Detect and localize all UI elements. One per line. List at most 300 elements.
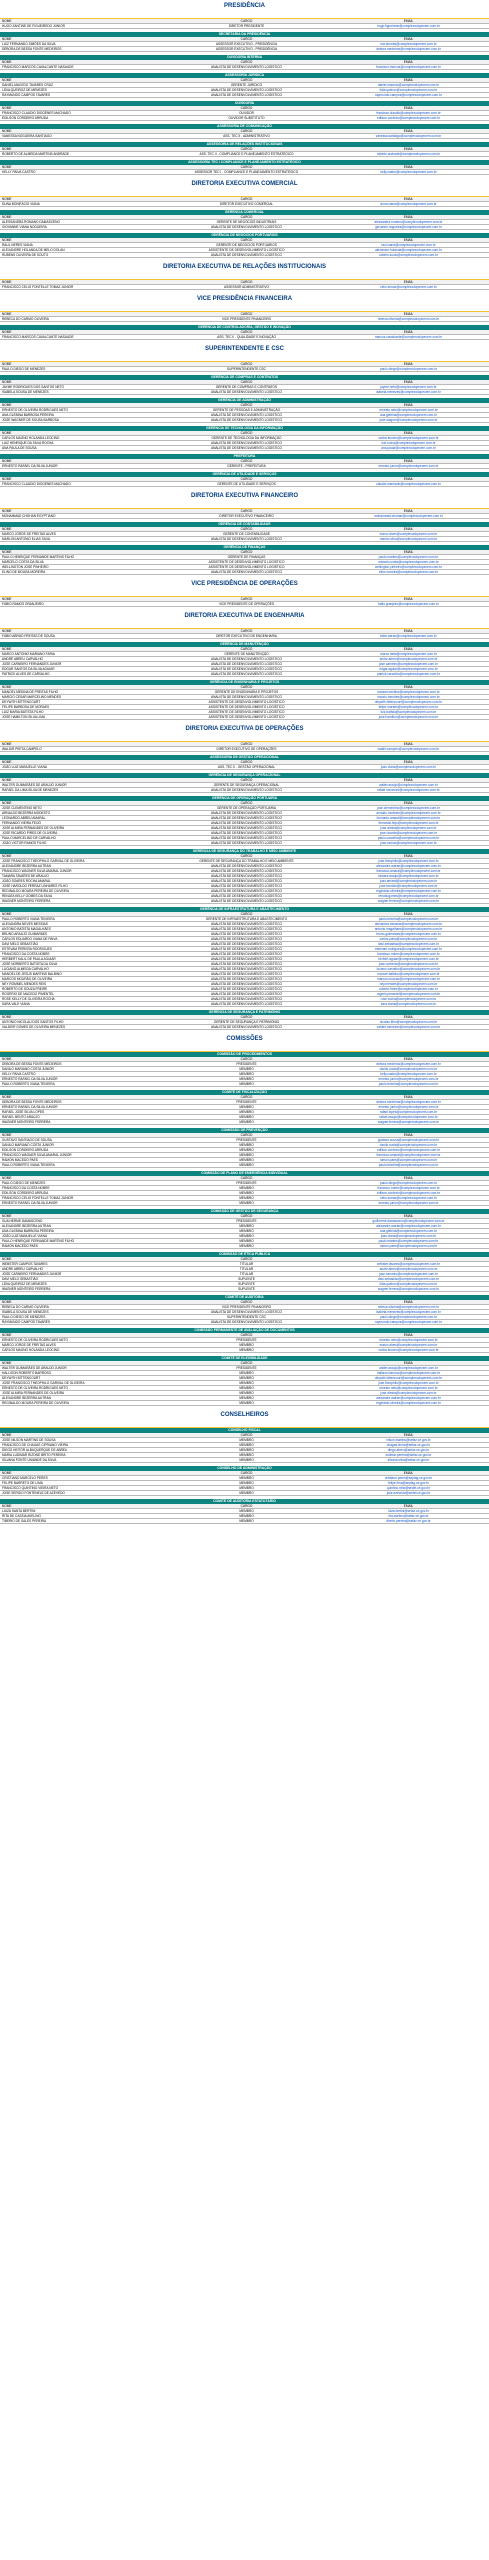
email-link[interactable]: ernesto.junior@complexodopecem.com.br	[378, 464, 439, 468]
column-header-role: CARGO	[240, 1471, 253, 1475]
email-link[interactable]: fabio.granjeiro@complexodopecem.com.br	[378, 602, 439, 606]
email-link[interactable]: patrick.carvalho@complexodopecem.com.br	[377, 672, 440, 676]
email-link[interactable]: davi.sebastiao@complexodopecem.com.br	[378, 942, 439, 946]
column-header-name: NOME	[2, 1433, 12, 1437]
person-name: WAGNER MONTEIRO FERRERA	[2, 899, 51, 903]
column-header-role: CARGO	[240, 1333, 253, 1337]
column-header-email: EMAIL	[403, 647, 414, 651]
email-link[interactable]: marcos.mourao@complexodopecem.com.br	[377, 977, 440, 981]
person-role: ANALISTA DE DESENVOLVIMENTO LOGÍSTICO	[210, 88, 283, 92]
email-link[interactable]: francisco.marcos@complexodopecem.com.br	[376, 65, 441, 69]
person-role: MEMBRO	[239, 1082, 254, 1086]
person-role: DIRETOR EXECUTIVO DE OPERAÇÕES	[216, 747, 277, 751]
group-band: PREFEITURA	[0, 454, 489, 459]
person-role: ANALISTA DE DESENVOLVIMENTO LOGÍSTICO	[210, 418, 283, 422]
person-name: ROBERTO DE SOUZA FREIRE	[2, 987, 48, 991]
person-name: ERNESTO DE OLIVEIRA RODRIGUES NETO	[2, 1338, 68, 1342]
person-name: ANDRÉ ABREU CARVALHO	[2, 657, 43, 661]
column-header-role: CARGO	[240, 760, 253, 764]
email-link[interactable]: ney.mendes@complexodopecem.com.br	[379, 982, 438, 986]
email-link[interactable]: jose.wagner@complexodopecem.com.br	[379, 418, 438, 422]
email-link[interactable]: vanessa.santiago@complexodopecem.com.br	[375, 134, 442, 138]
person-name: FRANCISCO WAGNER SILVA AMARAL JÚNIOR	[2, 1153, 72, 1157]
column-header-role: CARGO	[240, 280, 253, 284]
email-link[interactable]: kelly.castro@complexodopecem.com.br	[380, 170, 437, 174]
email-link[interactable]: reginaldo.oliveira@complexodopecem.com.br	[376, 1401, 441, 1405]
email-link[interactable]: alessandra.romano@complexodopecem.com.br	[374, 220, 443, 224]
column-header-email: EMAIL	[403, 1504, 414, 1508]
person-name: DAVI MELO SEBASTIÃO	[2, 1277, 39, 1281]
person-name: EDILSON CORDEIRO ARRUDA	[2, 116, 49, 120]
person-name: FRANCISCO CELIO FONTELLE TOMAZ JUNIOR	[2, 285, 74, 289]
person-name: ANTONIO NICOLAU DOS SANTOS FILHO	[2, 1020, 64, 1024]
email-link[interactable]: paulo.teixeira@complexodopecem.com.br	[378, 1082, 439, 1086]
person-role: OUVIDOR	[239, 111, 254, 115]
person-role: ANALISTA DE DESENVOLVIMENTO LOGÍSTICO	[210, 977, 283, 981]
person-name: ROBERTO DE ALMEIDA MARTINS ANDRADE	[2, 152, 69, 156]
person-name: FRANCISCO WAGNER SILVA AMARAL JÚNIOR	[2, 869, 72, 873]
email-link[interactable]: rebeca.oliveira@complexodopecem.com.br	[377, 317, 440, 321]
email-link[interactable]: joao.ramos@complexodopecem.com.br	[380, 841, 437, 845]
email-link[interactable]: alexandra.messias@complexodopecem.com.br	[374, 922, 443, 926]
email-link[interactable]: wagner.ferrera@complexodopecem.com.br	[377, 1120, 440, 1124]
email-link[interactable]: debora.medeiros@complexodopecem.com.br	[376, 1100, 441, 1104]
person-role: ANALISTA DE DESENVOLVIMENTO LOGÍSTICO	[210, 874, 283, 878]
email-link[interactable]: fabio.abrao@complexodopecem.com.br	[380, 634, 437, 638]
person-role: PRESIDENTE	[236, 1100, 257, 1104]
email-link[interactable]: marlon.silva@complexodopecem.com.br	[379, 537, 438, 541]
email-link[interactable]: francisco.amaral@complexodopecem.com.br	[376, 1153, 441, 1157]
email-link[interactable]: gustavo.sousa@complexodopecem.com.br	[377, 1138, 440, 1142]
email-link[interactable]: chagas.vieira@sefaz.ce.gov.br	[386, 1443, 431, 1447]
email-link[interactable]: jose.azevedo@sedet.ce.gov.br	[386, 1491, 431, 1495]
email-link[interactable]: raul.viana@complexodopecem.com.br	[381, 243, 436, 247]
email-link[interactable]: estevam.rodrigues@complexodopecem.com.br	[375, 947, 442, 951]
person-role: MEMBRO	[239, 1386, 254, 1390]
column-header-name: NOME	[2, 477, 12, 481]
email-link[interactable]: carlos.leocino@complexodopecem.com.br	[378, 1348, 439, 1352]
email-link[interactable]: guilherme.damasceno@complexodopecem.com.br	[372, 1219, 445, 1223]
email-link[interactable]: fernando.feijo@complexodopecem.com.br	[378, 821, 439, 825]
email-link[interactable]: andre.abreu@complexodopecem.com.br	[379, 657, 438, 661]
person-name: CRISTIANO MARCELO PERES	[2, 1476, 48, 1480]
email-link[interactable]: valdeir.menezes@complexodopecem.com.br	[376, 1025, 441, 1029]
email-link[interactable]: joao.amaral@complexodopecem.com.br	[379, 879, 438, 883]
email-link[interactable]: wagner.ferrera@complexodopecem.com.br	[377, 1287, 440, 1291]
column-header-email: EMAIL	[403, 1471, 414, 1475]
email-link[interactable]: manoel.medina@complexodopecem.com.br	[377, 690, 440, 694]
column-header-role: CARGO	[240, 742, 253, 746]
email-link[interactable]: rubens.souto@complexodopecem.com.br	[378, 253, 439, 257]
email-link[interactable]: jose.norberto@complexodopecem.com.br	[378, 962, 439, 966]
column-header-role: CARGO	[240, 1361, 253, 1365]
column-header-name: NOME	[2, 1471, 12, 1475]
person-name: JOÃO LUIZ MANUELLE VIANA	[2, 1234, 47, 1238]
person-role: ASSISTENTE DE DESENVOLVIMENTO LOGÍSTICO	[208, 700, 285, 704]
email-link[interactable]: luiz.batista@complexodopecem.com.br	[380, 710, 437, 714]
email-link[interactable]: diego.abreu@sefaz.ce.gov.br	[387, 1448, 430, 1452]
column-header-name: NOME	[2, 742, 12, 746]
section-title: COMISSÕES	[0, 1033, 489, 1045]
email-link[interactable]: nilson.martins@sefaz.ce.gov.br	[386, 1438, 431, 1442]
email-link[interactable]: francisco.amaral@complexodopecem.com.br	[376, 869, 441, 873]
email-link[interactable]: marco.faria@complexodopecem.com.br	[380, 652, 437, 656]
email-link[interactable]: edgar.aguiar@complexodopecem.com.br	[379, 667, 438, 671]
person-role: ANALISTA DE DESENVOLVIMENTO LOGÍSTICO	[210, 1320, 283, 1324]
person-name: TIBERIO DE SALES PEREIRA	[2, 1519, 47, 1523]
person-name: MARCO JORGE DE FREITAS ALVES	[2, 532, 56, 536]
group-band: GERÊNCIA DE TECNOLOGIA DA INFORMAÇÃO	[0, 426, 489, 431]
person-name: PATRICK ALVES DE CARVALHO	[2, 672, 50, 676]
column-header-name: NOME	[2, 78, 12, 82]
email-link[interactable]: rogerio.pimentel@complexodopecem.com.br	[376, 992, 441, 996]
email-link[interactable]: raymundo.campos@complexodopecem.com.br	[375, 1320, 442, 1324]
email-link[interactable]: marcelo.costa@complexodopecem.com.br	[378, 560, 439, 564]
column-header-email: EMAIL	[403, 459, 414, 463]
person-name: RAYMUNDO CAMPOS TAVARES	[2, 93, 51, 97]
email-link[interactable]: rafael.menezes@complexodopecem.com.br	[377, 788, 440, 792]
email-link[interactable]: raymundo.campos@complexodopecem.com.br	[375, 93, 442, 97]
email-link[interactable]: ernesto.junior@complexodopecem.com.br	[378, 1105, 439, 1109]
email-link[interactable]: celio.tomaz@complexodopecem.com.br	[380, 1196, 437, 1200]
person-name: ERNESTO RAFAEL DA SILVA JUNIOR	[2, 464, 58, 468]
column-header-name: NOME	[2, 1504, 12, 1508]
email-link[interactable]: jose.almira@complexodopecem.com.br	[380, 826, 437, 830]
email-link[interactable]: isabela.menezes@complexodopecem.com.br	[376, 390, 441, 394]
person-role: MEMBRO	[239, 1110, 254, 1114]
email-link[interactable]: walter.araujo@complexodopecem.com.br	[379, 1366, 438, 1370]
email-link[interactable]: debora.medeiros@complexodopecem.com.br	[376, 47, 441, 51]
email-link[interactable]: elino.moreira@complexodopecem.com.br	[378, 570, 439, 574]
email-link[interactable]: andre.abreu@complexodopecem.com.br	[379, 1267, 438, 1271]
email-link[interactable]: paulo.carvalho@complexodopecem.com.br	[377, 836, 440, 840]
email-link[interactable]: edilson.cordeiro@complexodopecem.com.br	[376, 116, 441, 120]
email-link[interactable]: alexandre.holanda@complexodopecem.com.br	[375, 248, 442, 252]
person-name: RAYMUNDO CAMPOS TAVARES	[2, 1320, 51, 1324]
email-link[interactable]: luiza.bertini@sefaz.ce.gov.br	[388, 1509, 429, 1513]
email-link[interactable]: renata.gomes@complexodopecem.com.br	[378, 894, 439, 898]
section-title: VICE PRESIDÊNCIA DE OPERAÇÕES	[0, 578, 489, 590]
email-link[interactable]: wagner.ferrera@complexodopecem.com.br	[377, 899, 440, 903]
person-name: GUILHERME DAMASCENO	[2, 1219, 43, 1223]
email-link[interactable]: ernesto.junior@complexodopecem.com.br	[378, 1077, 439, 1081]
column-header-role: CARGO	[240, 147, 253, 151]
section-title: DIRETORIA EXECUTIVA DE OPERAÇÕES	[0, 723, 489, 735]
column-header-email: EMAIL	[403, 597, 414, 601]
email-link[interactable]: rose.rocha@complexodopecem.com.br	[380, 997, 437, 1001]
email-link[interactable]: jose.hamilton@complexodopecem.com.br	[378, 715, 439, 719]
email-link[interactable]: jose.almira@complexodopecem.com.br	[380, 1391, 437, 1395]
email-link[interactable]: ramon.paes@complexodopecem.com.br	[379, 1244, 438, 1248]
person-role: DIRETOR EXECUTIVO FINANCEIRO	[219, 514, 274, 518]
person-name: TAMARA TAVARES DE ARAÚJO	[2, 874, 49, 878]
person-role: GERENTE - PREFEITURA	[227, 464, 266, 468]
email-link[interactable]: hallison.barroso@complexodopecem.com.br	[376, 1371, 441, 1375]
person-role: MEMBRO	[239, 1163, 254, 1167]
email-link[interactable]: celio.tomaz@complexodopecem.com.br	[380, 285, 437, 289]
email-link[interactable]: paulo.martins@complexodopecem.com.br	[378, 555, 439, 559]
group-band: COMITÊ DE AUDITORIA	[0, 1295, 489, 1300]
column-header-email: EMAIL	[403, 1257, 414, 1261]
email-link[interactable]: paulo.diego@complexodopecem.com.br	[379, 367, 438, 371]
column-header-email: EMAIL	[403, 1176, 414, 1180]
column-header-role: CARGO	[240, 685, 253, 689]
email-link[interactable]: ernesto.junior@complexodopecem.com.br	[378, 1201, 439, 1205]
email-link[interactable]: rita.avelino@sefaz.ce.gov.br	[388, 1514, 429, 1518]
email-link[interactable]: waldir.campelo@complexodopecem.com.br	[377, 747, 440, 751]
person-name: VALDEIR GOMES DE OLIVEIRA MENEZES	[2, 1025, 66, 1029]
email-link[interactable]: reginaldo.oliveira@complexodopecem.com.br	[376, 889, 441, 893]
section-divider	[0, 12, 489, 19]
group-band: COMITÊ DE FISCALIZAÇÃO	[0, 1090, 489, 1095]
person-name: LUIZ FERNANDO SIMÕES DA SILVA	[2, 42, 56, 46]
person-name: RUBENS OLIVEIRA DE SOUTO	[2, 253, 49, 257]
email-link[interactable]: ludimar.pereira@sefaz.ce.gov.br	[385, 1453, 432, 1457]
email-link[interactable]: jose.haroldo@complexodopecem.com.br	[379, 884, 438, 888]
column-header-name: NOME	[2, 1057, 12, 1061]
email-link[interactable]: marco.alves@complexodopecem.com.br	[379, 532, 438, 536]
email-link[interactable]: claudio.machado@complexodopecem.com.br	[376, 482, 441, 486]
email-link[interactable]: davi.sebastiao@complexodopecem.com.br	[378, 1277, 439, 1281]
email-link[interactable]: paulo.martins@complexodopecem.com.br	[378, 1239, 439, 1243]
email-link[interactable]: carlos.paiva@complexodopecem.com.br	[379, 937, 438, 941]
email-link[interactable]: paulo.teixeira@complexodopecem.com.br	[378, 917, 439, 921]
person-role: ANALISTA DE DESENVOLVIMENTO LOGÍSTICO	[210, 932, 283, 936]
email-link[interactable]: alexandre.autran@complexodopecem.com.br	[376, 1224, 441, 1228]
email-link[interactable]: webster.tavares@complexodopecem.com.br	[377, 1262, 440, 1266]
column-header-email: EMAIL	[403, 330, 414, 334]
column-header-name: NOME	[2, 1015, 12, 1019]
email-link[interactable]: arnaldo.modesto@complexodopecem.com.br	[376, 811, 441, 815]
person-name: FÁBIO RAMOS GRANJEIRO	[2, 602, 44, 606]
person-role: PRESIDENTE	[236, 1062, 257, 1066]
person-name: WALTER GUIMARÃES DE ARAÚJO JUNIOR	[2, 783, 67, 787]
group-band: GERÊNCIA DE ADMINISTRAÇÃO	[0, 398, 489, 403]
column-header-role: CARGO	[240, 403, 253, 407]
column-header-name: NOME	[2, 238, 12, 242]
person-role: ANALISTA DE DESENVOLVIMENTO LOGÍSTICO	[210, 967, 283, 971]
email-link[interactable]: joao.viana@complexodopecem.com.br	[380, 1234, 437, 1238]
email-link[interactable]: ernesto.neto@complexodopecem.com.br	[379, 1338, 438, 1342]
email-link[interactable]: debora.medeiros@complexodopecem.com.br	[376, 1062, 441, 1066]
email-link[interactable]: isabela.menezes@complexodopecem.com.br	[376, 1310, 441, 1314]
email-link[interactable]: ana.glebina@complexodopecem.com.br	[379, 1229, 438, 1233]
person-role: MEMBRO	[239, 1186, 254, 1190]
person-role: ANALISTA DE DESENVOLVIMENTO LOGÍSTICO	[210, 937, 283, 941]
column-header-role: CARGO	[240, 215, 253, 219]
email-link[interactable]: ana.glebina@complexodopecem.com.br	[379, 413, 438, 417]
email-link[interactable]: edilson.cordeiro@complexodopecem.com.br	[376, 1191, 441, 1195]
person-name: DANILO MARIANO COSTA JUNIOR	[2, 1143, 54, 1147]
email-link[interactable]: kelly.castro@complexodopecem.com.br	[380, 1072, 437, 1076]
person-name: JOSÉ CARNEIRO FERNANDES JUNIOR	[2, 662, 62, 666]
email-link[interactable]: ramon.paes@complexodopecem.com.br	[379, 1158, 438, 1162]
person-role: MEMBRO	[239, 1229, 254, 1233]
person-role: MEMBRO	[239, 1201, 254, 1205]
email-link[interactable]: duna.viana@complexodopecem.com.br	[380, 202, 437, 206]
column-header-name: NOME	[2, 129, 12, 133]
column-header-role: CARGO	[240, 1433, 253, 1437]
person-name: JOSÉ ALMIRA FERNANDES DE OLIVEIRA	[2, 826, 65, 830]
column-header-role: CARGO	[240, 1176, 253, 1180]
group-band: ASSESSORIA DE GESTÃO OPERACIONAL	[0, 755, 489, 760]
person-role: SUPLENTE	[238, 1287, 255, 1291]
section-divider	[0, 1045, 489, 1052]
email-link[interactable]: francisco.nobre@complexodopecem.com.br	[377, 952, 440, 956]
column-header-role: CARGO	[240, 1300, 253, 1304]
person-role: ANALISTA DE DESENVOLVIMENTO LOGÍSTICO	[210, 922, 283, 926]
person-role: ASSESSOR TEC I - COMPLIANCE E PLANEJAMENTO ESTRATÉGICO	[194, 170, 299, 174]
email-link[interactable]: herbert.aguiar@complexodopecem.com.br	[378, 957, 439, 961]
email-link[interactable]: francisco.nobre@complexodopecem.com.br	[377, 1186, 440, 1190]
person-role: VICE PRESIDENTE FINANCEIRO	[221, 317, 272, 321]
person-role: ASSISTENTE DE DESENVOLVIMENTO LOGÍSTICO	[208, 710, 285, 714]
person-role: GERENTE DE NEGÓCIOS INDUSTRIAIS	[216, 220, 277, 224]
group-band: GERÊNCIA DE NEGÓCIOS PORTUÁRIOS	[0, 233, 489, 238]
email-link[interactable]: hugo.figueiredo@complexodopecem.com.br	[377, 24, 440, 28]
person-name: ROSE KELLY DE OLIVEIRA ROCHA	[2, 997, 55, 1001]
email-link[interactable]: deywith.bittencourt@complexodopecem.com.br	[374, 1376, 443, 1380]
email-link[interactable]: joao.viana@complexodopecem.com.br	[380, 765, 437, 769]
person-role: ASSESSOR ADMINISTRATIVO	[223, 285, 270, 289]
email-link[interactable]: luiz.rocha@complexodopecem.com.br	[381, 441, 436, 445]
email-link[interactable]: marcio.mendes@complexodopecem.com.br	[377, 695, 440, 699]
email-link[interactable]: paulo.teixeira@complexodopecem.com.br	[378, 1163, 439, 1167]
email-link[interactable]: danilo.costa@complexodopecem.com.br	[379, 1143, 438, 1147]
email-link[interactable]: felipe.moraes@complexodopecem.com.br	[378, 705, 439, 709]
column-header-role: CARGO	[240, 1095, 253, 1099]
email-link[interactable]: ernesto.neto@complexodopecem.com.br	[379, 1386, 438, 1390]
email-link[interactable]: marcos.cavalcante@complexodopecem.com.br	[374, 335, 443, 339]
column-header-name: NOME	[2, 380, 12, 384]
email-link[interactable]: jose.theophilo@complexodopecem.com.br	[378, 1381, 439, 1385]
person-name: JOÃO LUIZ MANUELLE VIANA	[2, 765, 47, 769]
person-role: MEMBRO	[239, 1509, 254, 1513]
person-role: ANALISTA DE DESENVOLVIMENTO LOGÍSTICO	[210, 1002, 283, 1006]
email-link[interactable]: giovanne.nogueira@complexodopecem.com.br	[375, 225, 442, 229]
person-role: ASSESSOR EXECUTIVO - PRESIDÊNCIA	[215, 42, 278, 46]
column-header-email: EMAIL	[403, 280, 414, 284]
column-header-name: NOME	[2, 280, 12, 284]
column-header-email: EMAIL	[403, 685, 414, 689]
email-link[interactable]: ana.paula@complexodopecem.com.br	[381, 446, 436, 450]
person-name: JAYME RODRIGUES DOS SANTOS NETO	[2, 385, 64, 389]
person-role: TITULAR	[239, 1272, 254, 1276]
person-role: GERENTE DE CONTABILIDADE	[222, 532, 271, 536]
email-link[interactable]: lidia.queiroz@complexodopecem.com.br	[379, 88, 438, 92]
email-link[interactable]: roberto.freire@complexodopecem.com.br	[379, 987, 438, 991]
email-link[interactable]: alexandre.autran@complexodopecem.com.br	[376, 864, 441, 868]
person-role: ANALISTA DE DESENVOLVIMENTO LOGÍSTICO	[210, 957, 283, 961]
email-link[interactable]: leonardo.amaral@complexodopecem.com.br	[376, 816, 441, 820]
email-link[interactable]: danilo.costa@complexodopecem.com.br	[379, 1067, 438, 1071]
email-link[interactable]: alexandre.autran@complexodopecem.com.br	[376, 1396, 441, 1400]
email-link[interactable]: edilson.cordeiro@complexodopecem.com.br	[376, 1148, 441, 1152]
person-name: ANTONIO BATISTA MAGALHÃES	[2, 927, 51, 931]
person-role: ASS. TEC II - ADMINISTRATIVO	[223, 134, 270, 138]
person-name: WELLINGTON JOSÉ PINHEIRO	[2, 565, 49, 569]
email-link[interactable]: paulo.diego@complexodopecem.com.br	[379, 1315, 438, 1319]
email-link[interactable]: lidia.queiroz@complexodopecem.com.br	[379, 1282, 438, 1286]
email-link[interactable]: bruno.guimaraes@complexodopecem.com.br	[376, 932, 441, 936]
person-role: ANALISTA DE DESENVOLVIMENTO LOGÍSTICO	[210, 899, 283, 903]
person-role: MEMBRO	[239, 1120, 254, 1124]
email-link[interactable]: nicolau.filho@complexodopecem.com.br	[379, 1020, 438, 1024]
email-link[interactable]: jose.ricardo@complexodopecem.com.br	[379, 831, 438, 835]
email-link[interactable]: jose.theophilo@complexodopecem.com.br	[378, 859, 439, 863]
person-role: MEMBRO	[239, 1224, 254, 1228]
column-header-role: CARGO	[240, 431, 253, 435]
email-link[interactable]: antonio.magalhaes@complexodopecem.com.br	[374, 927, 443, 931]
email-link[interactable]: jose.clementino@complexodopecem.com.br	[377, 806, 440, 810]
email-link[interactable]: deywith.bittencourt@complexodopecem.com.br	[374, 700, 443, 704]
group-band: SECRETARIA DA PRESIDÊNCIA	[0, 32, 489, 37]
email-link[interactable]: rafael.araujo@complexodopecem.com.br	[379, 1115, 438, 1119]
email-link[interactable]: manoel.balbino@complexodopecem.com.br	[377, 972, 440, 976]
email-link[interactable]: carlos.leocino@complexodopecem.com.br	[378, 436, 439, 440]
email-link[interactable]: mohammad.chohan@complexodopecem.com.br	[374, 514, 443, 518]
email-link[interactable]: roberto.andrade@complexodopecem.com.br	[376, 152, 441, 156]
section-title: DIRETORIA EXECUTIVA DE RELAÇÕES INSTITUCIONAIS	[0, 261, 489, 273]
person-name: EDILSON CORDEIRO ARRUDA	[2, 1148, 49, 1152]
column-header-name: NOME	[2, 215, 12, 219]
person-name: JOSÉ HAROLDO FERRAZ LINHARES FILHO	[2, 884, 68, 888]
email-link[interactable]: quintino.neto@sedet.ce.gov.br	[386, 1486, 431, 1490]
person-name: BRUNO ARAÚJO GUIMARÃES	[2, 932, 48, 936]
email-link[interactable]: luciano.carvalho@complexodopecem.com.br	[376, 967, 441, 971]
person-name: RAFAEL JOSÉ SILVA LOPES	[2, 1110, 45, 1114]
email-link[interactable]: daniel.macedo@complexodopecem.com.br	[377, 83, 440, 87]
email-link[interactable]: luiz.simoes@complexodopecem.com.br	[380, 42, 437, 46]
email-link[interactable]: jose.carneiro@complexodopecem.com.br	[379, 1272, 438, 1276]
email-link[interactable]: marco.alves@complexodopecem.com.br	[379, 1343, 438, 1347]
email-link[interactable]: walter.araujo@complexodopecem.com.br	[379, 783, 438, 787]
email-link[interactable]: felipe.lima@seplag.ce.gov.br	[388, 1481, 429, 1485]
email-link[interactable]: jayme.neto@complexodopecem.com.br	[380, 385, 437, 389]
person-role: MEMBRO	[239, 1158, 254, 1162]
column-header-name: NOME	[2, 60, 12, 64]
email-link[interactable]: jose.carneiro@complexodopecem.com.br	[379, 662, 438, 666]
email-link[interactable]: wellington.pinheiro@complexodopecem.com.br	[374, 565, 443, 569]
person-role: ANALISTA DE DESENVOLVIMENTO LOGÍSTICO	[210, 952, 283, 956]
column-header-email: EMAIL	[403, 1300, 414, 1304]
email-link[interactable]: paulo.diego@complexodopecem.com.br	[379, 1181, 438, 1185]
person-name: HUGO ZANTINE DE FIGUEIREDO JÚNIOR	[2, 24, 65, 28]
email-link[interactable]: tiberio.pereira@sefaz.ce.gov.br	[386, 1519, 431, 1523]
email-link[interactable]: cristiano.peres@seplag.ce.gov.br	[384, 1476, 433, 1480]
person-role: ASSISTENTE DE DESENVOLVIMENTO LOGÍSTICO	[208, 248, 285, 252]
person-name: ERNESTO DE OLIVEIRA RODRIGUES NETO	[2, 1386, 68, 1390]
person-role: ANALISTA DE DESENVOLVIMENTO LOGÍSTICO	[210, 836, 283, 840]
person-name: PAULO DIEGO DE MENEZES	[2, 367, 46, 371]
group-band: GERÊNCIA DE SEGURANÇA DO TRABALHO E MEIO AMBIENTE	[0, 849, 489, 854]
email-link[interactable]: silvana.silva@sefaz.ce.gov.br	[387, 1458, 430, 1462]
email-link[interactable]: sara.viana@complexodopecem.com.br	[380, 1002, 437, 1006]
column-header-role: CARGO	[240, 550, 253, 554]
person-role: MEMBRO	[239, 1244, 254, 1248]
section-title: DIRETORIA EXECUTIVA COMERCIAL	[0, 178, 489, 190]
person-role: PRESIDENTE	[236, 1138, 257, 1142]
person-name: ANA GLEBINA BARBOSA PEREIRA	[2, 1229, 54, 1233]
person-role: ANALISTA DE DESENVOLVIMENTO LOGÍSTICO	[210, 225, 283, 229]
person-name: GUSTAVO SANTIAGO DE SOUSA	[2, 1138, 52, 1142]
email-link[interactable]: ernesto.neto@complexodopecem.com.br	[379, 408, 438, 412]
email-link[interactable]: tamara.araujo@complexodopecem.com.br	[378, 874, 439, 878]
email-link[interactable]: francisco.claudio@complexodopecem.com.br	[376, 111, 441, 115]
person-role: MEMBRO	[239, 1067, 254, 1071]
email-link[interactable]: rafael.lopes@complexodopecem.com.br	[379, 1110, 438, 1114]
email-link[interactable]: rebeca.oliveira@complexodopecem.com.br	[377, 1305, 440, 1309]
